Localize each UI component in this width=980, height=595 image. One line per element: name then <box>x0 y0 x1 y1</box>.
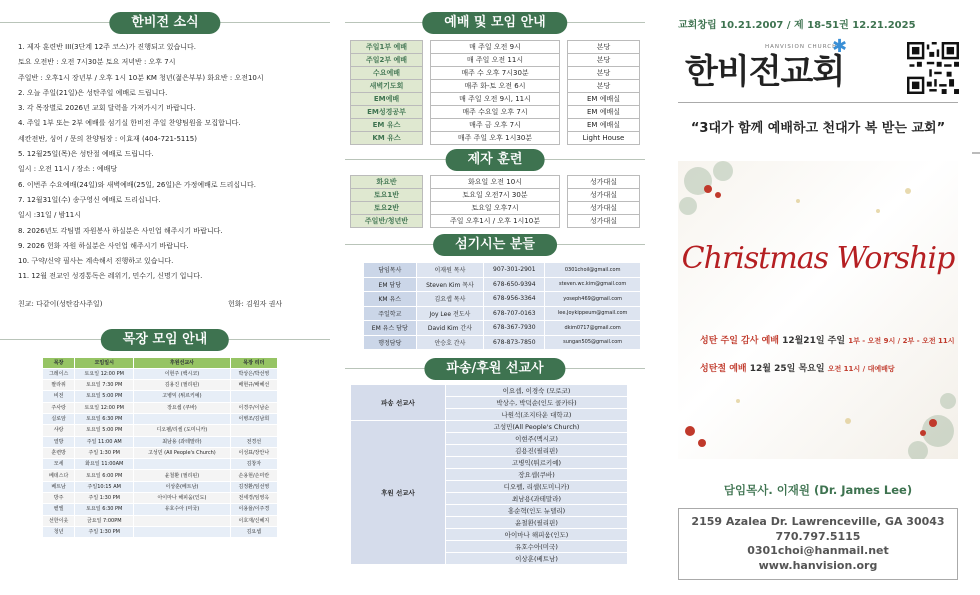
table-row <box>351 176 640 189</box>
table-cell: 김정환/임선영 <box>230 481 277 492</box>
table-row <box>43 425 278 436</box>
spacer <box>423 176 431 189</box>
mission-title: 파송/후원 선교사 <box>424 358 565 380</box>
left-column <box>0 0 330 595</box>
table-cell: 박상은/박선영 <box>230 368 277 379</box>
table-row <box>43 470 278 481</box>
news-item: 세칸전반, 싱어 / 문의 찬양팀장 : 이효재 (404-721-5115) <box>18 134 197 143</box>
news-item: 2. 오늘 주일(21일)은 성탄주일 예배로 드립니다. <box>18 88 168 97</box>
table-cell: 유호수아 (미국) <box>134 504 230 515</box>
table-cell: 담임목사 <box>364 263 417 278</box>
missionary-name: 아이마나 해피움(인도) <box>446 529 628 541</box>
schedule-name: 주일1부 예배 <box>351 41 423 54</box>
spacer <box>423 119 431 132</box>
table-row <box>351 41 640 54</box>
mission-table <box>350 384 628 565</box>
table-cell: 배현규/배혜선 <box>230 380 277 391</box>
table-row <box>351 80 640 93</box>
schedule-name: 수요예배 <box>351 67 423 80</box>
news-item: 4. 주일 1부 또는 2부 예배를 섬기실 한비전 주일 찬양팀원을 모집합니다. <box>18 119 241 128</box>
phone[interactable]: 770.797.5115 <box>775 529 861 543</box>
missionary-name: 고병익(튀르키예) <box>446 457 628 469</box>
schedule-place: EM 예배실 <box>568 119 640 132</box>
table-cell: 토요일 6:30 PM <box>75 504 134 515</box>
table-cell: 주일 1:30 PM <box>75 447 134 458</box>
table-cell: 주일10:15 AM <box>75 481 134 492</box>
cell-header: 목장 리더 <box>230 357 277 368</box>
staff-email[interactable]: sungan505@gmail.com <box>545 335 641 350</box>
table-cell: 훈련방 <box>43 447 75 458</box>
table-row <box>43 413 278 424</box>
disciple-table <box>350 175 640 228</box>
schedule-name: EM성경공부 <box>351 106 423 119</box>
table-cell: 전경선 <box>230 436 277 447</box>
mission-section-header <box>345 358 645 380</box>
missionary-name: 홍순혁(인도 뉴델리) <box>446 505 628 517</box>
table-cell: 김요셉 <box>230 526 277 537</box>
schedule-time: 토요일 오전7시 30분 <box>431 189 560 202</box>
table-cell: KM 유스 <box>364 292 417 307</box>
missionary-name: 윤철환(필리핀) <box>446 517 628 529</box>
table-cell: 이경주/이남순 <box>230 402 277 413</box>
worship-table <box>350 40 640 145</box>
spacer <box>560 176 568 189</box>
table-cell: 모세 <box>43 459 75 470</box>
cell-section-header <box>0 329 330 351</box>
star-icon: ✱ <box>832 36 848 57</box>
schedule-time: 매주 화-토 오전 6시 <box>431 80 560 93</box>
table-cell: 김요셉 목사 <box>416 292 484 307</box>
table-cell: 678-873-7850 <box>484 335 545 350</box>
table-cell: 손용현/손미란 <box>230 470 277 481</box>
news-item: 6. 이번주 수요예배(24일)와 새벽예배(25일, 26일)은 가정예배로 드리십니다. <box>18 180 256 189</box>
table-row <box>364 277 641 292</box>
address: 2159 Azalea Dr. Lawrenceville, GA 30043 <box>691 515 945 528</box>
worship-section-header <box>345 12 645 34</box>
schedule-time: 매주 금 오후 7시 <box>431 119 560 132</box>
schedule-name: EM예배 <box>351 93 423 106</box>
table-cell: EM 유스 담당 <box>364 321 417 336</box>
table-cell: 주일 1:30 PM <box>75 526 134 537</box>
christmas-banner <box>678 161 958 459</box>
disciple-title: 제자 훈련 <box>446 149 545 171</box>
table-cell: 이용율/이주경 <box>230 504 277 515</box>
news-item: 8. 2026년도 각팀별 자원봉사 하실분은 사인업 해주시기 바랍니다. <box>18 226 223 235</box>
table-cell: 선한이웃 <box>43 515 75 526</box>
table-row <box>43 515 278 526</box>
schedule-place: Light House <box>568 132 640 145</box>
table-cell: 최남용 (과테말라) <box>134 436 230 447</box>
schedule-place: 본당 <box>568 80 640 93</box>
table-cell: 토요일 7:30 PM <box>75 380 134 391</box>
table-row <box>43 459 278 470</box>
schedule-place: 성가대실 <box>568 189 640 202</box>
table-cell: 그레이스 <box>43 368 75 379</box>
spacer <box>423 54 431 67</box>
table-cell: 907-301-2901 <box>484 263 545 278</box>
schedule-place: EM 예배실 <box>568 93 640 106</box>
service1-date: 12월21일 주일 <box>782 336 846 346</box>
table-cell: 이현주 (백시코) <box>134 368 230 379</box>
table-row <box>351 421 628 433</box>
news-title: 한비전 소식 <box>109 12 220 34</box>
table-cell: 안승호 간사 <box>416 335 484 350</box>
schedule-name: 주일반/청년반 <box>351 215 423 228</box>
spacer <box>560 67 568 80</box>
table-row <box>43 391 278 402</box>
table-cell: EM 담당 <box>364 277 417 292</box>
schedule-name: 새벽기도회 <box>351 80 423 93</box>
table-cell: 주사랑 <box>43 402 75 413</box>
staff-email[interactable]: steven.wc.kim@gmail.com <box>545 277 641 292</box>
table-row <box>351 93 640 106</box>
table-cell: 행정담당 <box>364 335 417 350</box>
missionary-name: 고성민(All People's Church) <box>446 421 628 433</box>
schedule-place: 본당 <box>568 54 640 67</box>
spacer <box>423 132 431 145</box>
table-cell: 토요일 5:00 PM <box>75 391 134 402</box>
news-section-header <box>0 12 330 34</box>
table-row <box>43 481 278 492</box>
table-cell: 고병익 (튀르키예) <box>134 391 230 402</box>
service2-label: 성탄절 예배 <box>700 364 747 374</box>
table-cell: 토요일 5:00 PM <box>75 425 134 436</box>
schedule-name: 토요1반 <box>351 189 423 202</box>
staff-email[interactable]: 0301choil@gmail.com <box>545 263 641 278</box>
table-cell: 678-367-7930 <box>484 321 545 336</box>
table-cell: Joy Lee 전도사 <box>416 306 484 321</box>
disciple-section-header <box>345 149 645 171</box>
cell-header: 후원선교사 <box>134 357 230 368</box>
staff-title: 섬기시는 분들 <box>433 234 557 256</box>
table-cell: 전세경/임영옥 <box>230 493 277 504</box>
spacer <box>423 93 431 106</box>
missionary-name: 나원석(조지타운 대학교) <box>446 409 628 421</box>
schedule-name: KM 유스 <box>351 132 423 145</box>
table-cell <box>134 526 230 537</box>
spacer <box>423 189 431 202</box>
table-row <box>364 292 641 307</box>
schedule-name: 주일2부 예배 <box>351 54 423 67</box>
staff-email[interactable]: lee.Joykippeum@gmail.com <box>545 306 641 321</box>
cell-title: 목장 모임 안내 <box>101 329 229 351</box>
news-item: 11. 12월 전교인 성경통독은 레위기, 민수기, 신명기 입니다. <box>18 272 203 281</box>
spacer <box>560 119 568 132</box>
missionary-name: 디오펠, 리셀(도미니카) <box>446 481 628 493</box>
table-cell <box>134 413 230 424</box>
news-item: 1. 제자 훈련반 III(3단계 12주 코스)가 진행되고 있습니다. <box>18 43 196 51</box>
table-cell: 이병조/김남희 <box>230 413 277 424</box>
news-item: 주일반 : 오후1시 장년부 / 오후 1시 10분 KM 청년(젊은부부) 화요반 : 오전10시 <box>18 73 264 82</box>
table-row <box>43 380 278 391</box>
table-row <box>351 215 640 228</box>
table-cell: 주일 1:30 PM <box>75 493 134 504</box>
table-cell: 678-956-3364 <box>484 292 545 307</box>
news-item: 토요 오전반 : 오전 7시30분 토요 저녁반 : 오후 7시 <box>18 58 176 67</box>
service2-time: 오전 11시 / 대예배당 <box>827 365 895 373</box>
middle-column <box>345 0 645 595</box>
table-row <box>364 263 641 278</box>
spacer <box>423 67 431 80</box>
spacer <box>560 106 568 119</box>
table-cell: 비전 <box>43 391 75 402</box>
missionary-name: 박상수, 박덕순(인도 콜카타) <box>446 397 628 409</box>
service2-info <box>700 361 895 374</box>
missionary-name: 이요셉, 이경숙 (모로코) <box>446 385 628 397</box>
table-cell: 이성표/장안나 <box>230 447 277 458</box>
schedule-place: 성가대실 <box>568 176 640 189</box>
gift-text: 친교: 다같이(성탄감사주일) <box>18 299 103 308</box>
schedule-name: 토요2반 <box>351 202 423 215</box>
table-cell: 토요일 12:00 PM <box>75 368 134 379</box>
website-link[interactable]: www.hanvision.org <box>758 558 878 572</box>
email[interactable]: 0301choi@hanmail.net <box>747 544 889 557</box>
spacer <box>423 106 431 119</box>
spacer <box>423 215 431 228</box>
schedule-time: 토요일 오후7시 <box>431 202 560 215</box>
table-cell <box>134 459 230 470</box>
table-cell: Steven Kim 목사 <box>416 277 484 292</box>
schedule-place: 성가대실 <box>568 202 640 215</box>
missionary-name: 이상훈(베트남) <box>446 553 628 565</box>
table-cell: 화요일 11:00AM <box>75 459 134 470</box>
spacer <box>423 202 431 215</box>
spacer <box>560 80 568 93</box>
flower-text: 헌화: 김원자 권사 <box>228 299 283 308</box>
christmas-decoration-icon <box>678 161 958 459</box>
spacer <box>560 189 568 202</box>
news-item: 10. 구약/신약 필사는 계속해서 진행하고 있습니다. <box>18 257 174 266</box>
table-cell: 678-707-0163 <box>484 306 545 321</box>
banner-title: Christmas Worship <box>681 241 955 276</box>
service2-date: 12월 25일 목요일 <box>749 364 825 374</box>
table-cell: 금요일 7:00PM <box>75 515 134 526</box>
missionary-name: 유호수아(미국) <box>446 541 628 553</box>
cell-header: 모임일시 <box>75 357 134 368</box>
schedule-time: 매주 수요일 오후 7시 <box>431 106 560 119</box>
table-cell: 토요일 6:00 PM <box>75 470 134 481</box>
table-row <box>351 54 640 67</box>
table-row <box>351 119 640 132</box>
table-row <box>351 132 640 145</box>
table-cell: 열방 <box>43 436 75 447</box>
spacer <box>560 215 568 228</box>
gift-flower-row <box>0 299 330 309</box>
table-cell: 샤랑 <box>43 425 75 436</box>
missionary-name: 최남용(과테말라) <box>446 493 628 505</box>
mission-category: 파송 선교사 <box>351 385 446 421</box>
service1-info <box>700 333 955 346</box>
table-cell: David Kim 간사 <box>416 321 484 336</box>
cell-meeting-table <box>42 357 278 538</box>
table-cell: 김창자 <box>230 459 277 470</box>
worship-title: 예배 및 모임 안내 <box>422 12 567 34</box>
table-cell: 김용진 (필리핀) <box>134 380 230 391</box>
news-item: 일시 :31일 / 밤11시 <box>18 211 82 220</box>
service1-label: 성탄 주일 감사 예배 <box>700 336 779 346</box>
table-cell: 팔라위 <box>43 380 75 391</box>
church-logo-english: HANVISION CHURCH <box>765 44 838 50</box>
header-divider <box>678 102 958 103</box>
spacer <box>560 202 568 215</box>
staff-section-header <box>345 234 645 256</box>
table-cell <box>134 515 230 526</box>
spacer <box>423 41 431 54</box>
qr-code-icon[interactable] <box>907 42 959 94</box>
church-motto: “3대가 함께 예배하고 천대가 복 받는 교회” <box>690 121 946 136</box>
table-row <box>364 335 641 350</box>
schedule-time: 매 주일 오전 11시 <box>431 54 560 67</box>
news-list <box>0 40 330 285</box>
table-row <box>364 321 641 336</box>
table-cell: 베트남 <box>43 481 75 492</box>
right-column <box>670 0 980 595</box>
table-cell: 678-650-9394 <box>484 277 545 292</box>
schedule-place: 본당 <box>568 67 640 80</box>
missionary-name: 이현주(멕시코) <box>446 433 628 445</box>
schedule-time: 화요일 오전 10시 <box>431 176 560 189</box>
table-cell: 벧엘 <box>43 504 75 515</box>
table-cell <box>230 425 277 436</box>
table-cell: 아이마나 해피움(인도) <box>134 493 230 504</box>
table-cell: 이상훈(베트남) <box>134 481 230 492</box>
table-row <box>351 106 640 119</box>
table-row <box>43 436 278 447</box>
spacer <box>423 80 431 93</box>
missionary-name: 장요셉(쿠바) <box>446 469 628 481</box>
table-row <box>43 402 278 413</box>
schedule-place: EM 예배실 <box>568 106 640 119</box>
senior-pastor: 담임목사. 이재원 (Dr. James Lee) <box>723 483 913 497</box>
table-row <box>43 447 278 458</box>
table-row <box>43 493 278 504</box>
schedule-place: 본당 <box>568 41 640 54</box>
service1-time: 1부 - 오전 9시 / 2부 - 오전 11시 <box>848 337 955 345</box>
table-cell: 주일학교 <box>364 306 417 321</box>
schedule-name: EM 유스 <box>351 119 423 132</box>
spacer <box>560 54 568 67</box>
table-cell: 고성민 (All People's Church) <box>134 447 230 458</box>
contact-box <box>678 508 958 580</box>
table-row <box>351 189 640 202</box>
church-logo: 한비전교회 <box>685 52 845 92</box>
news-item: 5. 12월25일(목)은 성탄절 예배로 드립니다. <box>18 150 154 159</box>
schedule-time: 매 주일 오전 9시, 11시 <box>431 93 560 106</box>
spacer <box>560 132 568 145</box>
table-cell: 윤철환 (필리핀) <box>134 470 230 481</box>
spacer <box>560 41 568 54</box>
schedule-name: 화요반 <box>351 176 423 189</box>
news-item: 9. 2026 헌화 자원 하실분은 사인업 해주시기 바랍니다. <box>18 241 189 250</box>
table-cell: 이재원 목사 <box>416 263 484 278</box>
fold-mark <box>972 152 980 154</box>
table-cell: 실로암 <box>43 413 75 424</box>
table-row <box>351 202 640 215</box>
schedule-time: 매주 주일 오후 1시30분 <box>431 132 560 145</box>
schedule-time: 주일 오후1시 / 오후 1시10분 <box>431 215 560 228</box>
table-cell: 청년 <box>43 526 75 537</box>
table-row <box>43 504 278 515</box>
missionary-name: 김용진(필리핀) <box>446 445 628 457</box>
staff-email[interactable]: dkim0717@gmail.com <box>545 321 641 336</box>
staff-email[interactable]: yoseph469@gmail.com <box>545 292 641 307</box>
cell-header: 목장 <box>43 357 75 368</box>
cell-table-header <box>43 357 278 368</box>
table-row <box>351 67 640 80</box>
table-row <box>43 526 278 537</box>
founded-info: 교회창립 10.21.2007 / 제 18-51권 12.21.2025 <box>678 20 916 31</box>
table-cell: 베데스다 <box>43 470 75 481</box>
mission-category: 후원 선교사 <box>351 421 446 565</box>
schedule-time: 매 주일 오전 9시 <box>431 41 560 54</box>
staff-table <box>363 262 641 350</box>
table-cell: 디오펠/리셀 (도미니카) <box>134 425 230 436</box>
news-item: 3. 각 목장별로 2026년 교회 달력을 가져가시기 바랍니다. <box>18 104 196 113</box>
news-item: 일시 : 오전 11시 / 장소 : 예배당 <box>18 165 118 174</box>
table-cell <box>230 391 277 402</box>
schedule-time: 매주 수 오후 7시30분 <box>431 67 560 80</box>
table-cell: 방주 <box>43 493 75 504</box>
table-cell: 이호재/신혜지 <box>230 515 277 526</box>
table-cell: 토요일 12:00 PM <box>75 402 134 413</box>
table-row <box>364 306 641 321</box>
news-item: 7. 12월31일(수) 송구영신 예배로 드리십니다. <box>18 195 161 204</box>
table-cell: 토요일 6:30 PM <box>75 413 134 424</box>
table-cell: 장요셉 (쿠바) <box>134 402 230 413</box>
table-row <box>351 385 628 397</box>
table-cell: 주일 11:00 AM <box>75 436 134 447</box>
schedule-place: 성가대실 <box>568 215 640 228</box>
spacer <box>560 93 568 106</box>
table-row <box>43 368 278 379</box>
